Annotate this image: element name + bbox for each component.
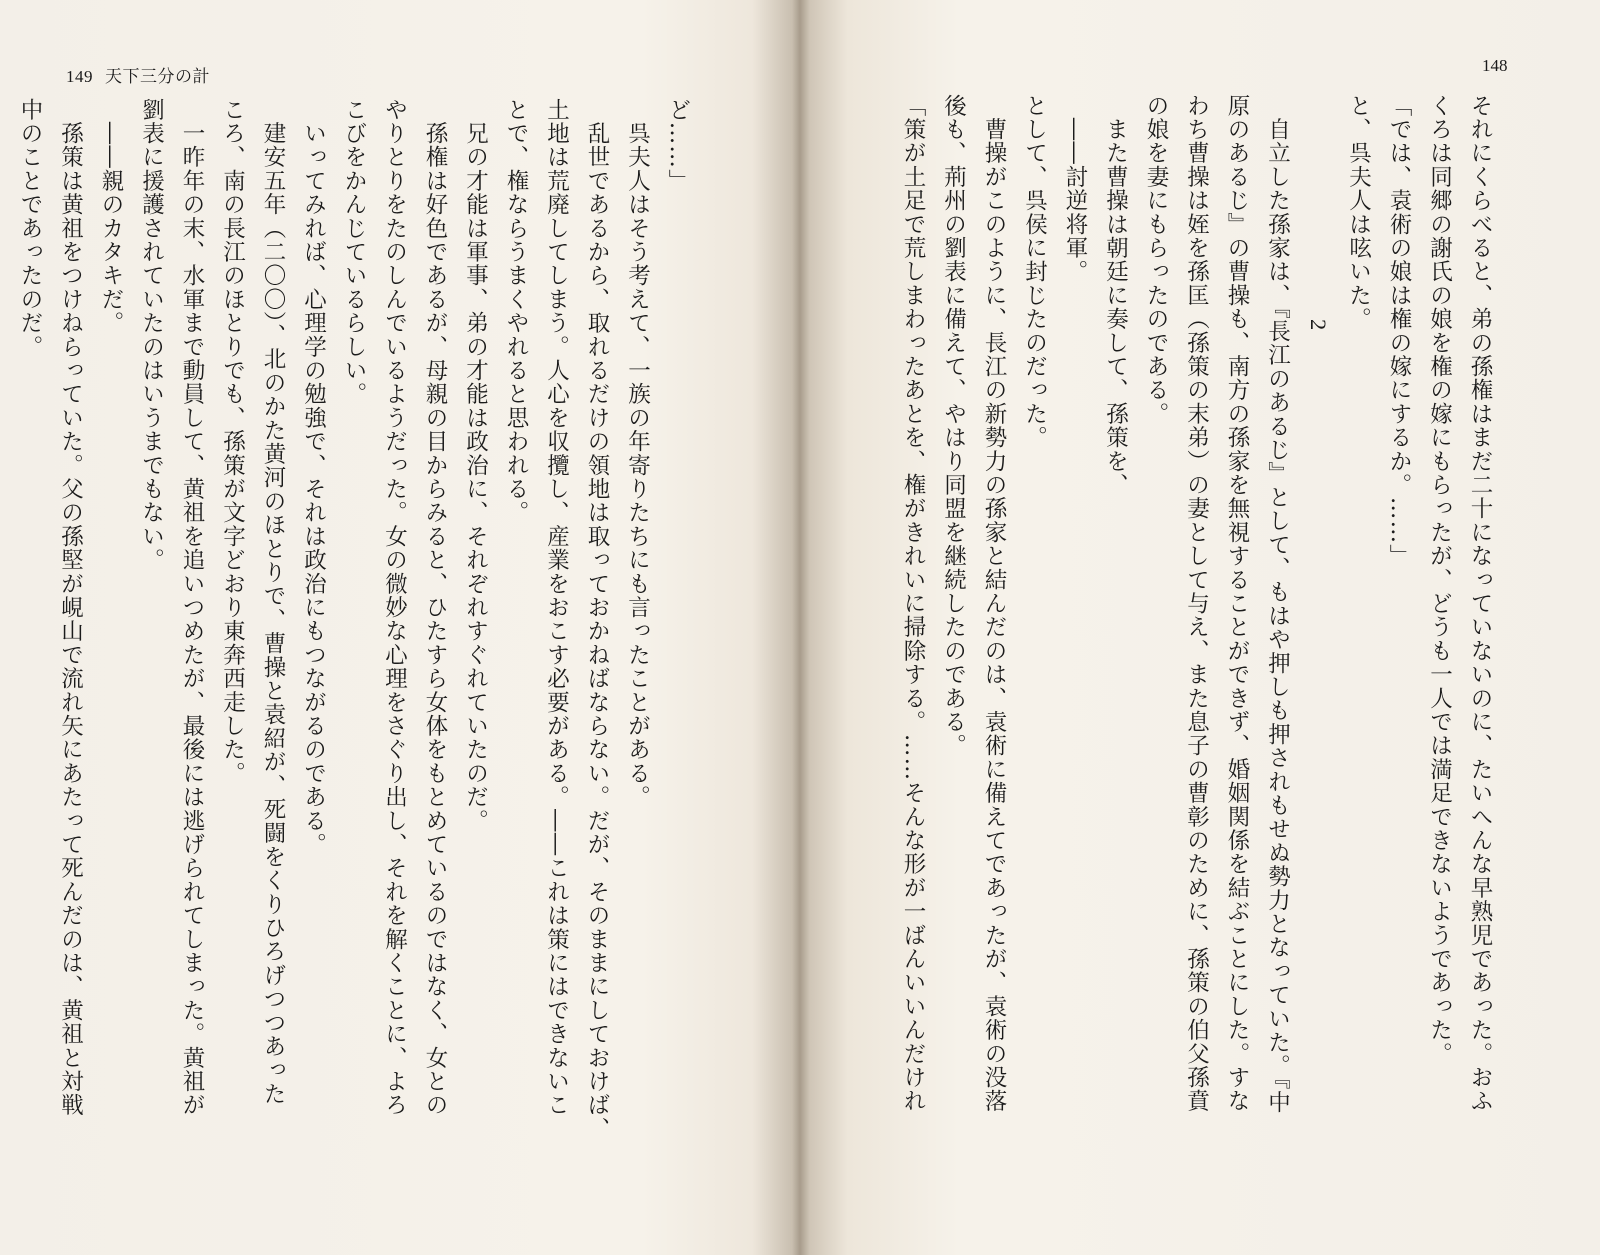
text-line: ど……」 <box>665 98 691 193</box>
left-page-header <box>66 62 210 87</box>
text-line: それにくらべると、弟の孫権はまだ二十になっていないのに、たいへんな早熟児であった。おふ <box>1467 94 1493 1114</box>
text-line: と、呉夫人は呟いた。 <box>1345 94 1372 331</box>
running-title: 天下三分の計 <box>105 67 210 86</box>
text-line: また曹操は朝廷に奏して、孫策を、 <box>1102 94 1129 497</box>
left-page <box>0 0 790 1255</box>
right-page-body <box>890 94 1500 1244</box>
text-line: 孫策は黄祖をつけねらっていた。父の孫堅が峴山で流れ矢にあたって死んだのは、黄祖と対戦 <box>57 98 84 1118</box>
left-page-number: 149 <box>66 67 93 86</box>
text-line: 土地は荒廃してしまう。人心を収攬し、産業をおこす必要がある。――これは策にはできないこ <box>543 98 570 1118</box>
text-line: 乱世であるから、取れるだけの領地は取っておかねばならない。だが、そのままにしておけば、 <box>584 98 610 1141</box>
text-line: 一昨年の末、水軍まで動員して、黄祖を追いつめたが、最後には逃げられてしまった。黄祖が <box>179 98 205 1118</box>
text-line: ころ、南の長江のほとりでも、孫策が文字どおり東奔西走した。 <box>219 98 246 786</box>
section-number: 2 <box>1306 319 1331 332</box>
text-line: 曹操がこのように、長江の新勢力の孫家と結んだのは、袁術に備えてであったが、袁術の没落 <box>981 94 1007 1114</box>
text-line: 「策が土足で荒しまわったあとを、権がきれいに掃除する。……そんな形が一ばんいいんだけれ <box>900 94 926 1114</box>
text-line: いってみれば、心理学の勉強で、それは政治にもつながるのである。 <box>300 98 327 857</box>
text-line: 呉夫人はそう考えて、一族の年寄りたちにも言ったことがある。 <box>624 98 651 809</box>
text-line: 劉表に援護されていたのはいうまでもない。 <box>138 98 165 572</box>
left-page-body <box>17 98 698 1248</box>
text-line: 自立した孫家は、『長江のあるじ』として、もはや押しも押されもせぬ勢力となっていた。『中 <box>1264 94 1291 1115</box>
right-page <box>790 0 1600 1255</box>
text-line: わち曹操は姪を孫匡（孫策の末弟）の妻として与え、また息子の曹彰のために、孫策の伯父孫賁 <box>1183 94 1210 1114</box>
text-line: 「では、袁術の娘は権の嫁にするか。……」 <box>1386 94 1412 568</box>
text-line: こびをかんじているらしい。 <box>341 98 367 407</box>
text-line: 兄の才能は軍事、弟の才能は政治に、それぞれすぐれていたのだ。 <box>462 98 489 833</box>
text-line: ――討逆将軍。 <box>1062 94 1088 284</box>
text-line: くろは同郷の謝氏の娘を権の嫁にもらったが、どうも一人では満足できないようであった。 <box>1426 94 1453 1066</box>
text-line: 中のことであったのだ。 <box>17 98 43 359</box>
text-line: の娘を妻にもらったのである。 <box>1143 94 1169 426</box>
text-line: やりとりをたのしんでいるようだった。女の微妙な心理をさぐり出し、それを解くことに、よろ <box>381 98 408 1118</box>
right-page-number: 148 <box>1482 56 1508 75</box>
text-line: ――親のカタキだ。 <box>98 98 124 335</box>
text-line: 後も、荊州の劉表に備えて、やはり同盟を継続したのである。 <box>940 94 967 758</box>
text-line: 孫権は好色であるが、母親の目からみると、ひたすら女体をもとめているのではなく、女との <box>422 98 448 1118</box>
text-line: とで、権ならうまくやれると思われる。 <box>503 98 529 525</box>
text-line: 原のあるじ』の曹操も、南方の孫家を無視することができず、婚姻関係を結ぶことにした。すな <box>1224 94 1250 1114</box>
text-line: 建安五年（二〇〇）、北のかた黄河のほとりで、曹操と袁紹が、死闘をくりひろげつつあった <box>260 98 286 1106</box>
text-line: として、呉侯に封じたのだった。 <box>1021 94 1048 450</box>
